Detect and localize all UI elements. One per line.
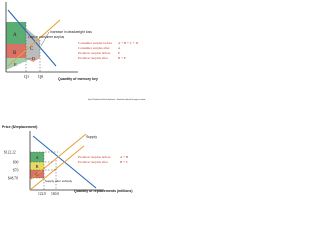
tick-q1: Q1	[24, 74, 30, 79]
bottom-legend-1-value: A + B	[120, 155, 129, 159]
price-tick-2: $90	[13, 160, 19, 165]
price-tick-4: $48.78	[8, 176, 18, 181]
bottom-x-label: Quantity of replacements (millions)	[74, 189, 133, 193]
bottom-panel	[2, 125, 133, 196]
bottom-legend	[78, 155, 129, 164]
bottom-legend-1-label: Producer surplus before	[78, 155, 111, 159]
top-panel	[6, 2, 139, 81]
figure-caption: Figure 6.1 A Subsidy in the Market for Replacements ... Remarked the subsidy shifts the supply curve outward...	[88, 99, 188, 101]
supply-after-label: Supply after subsidy	[45, 179, 73, 183]
price-tick-1: $122.22	[4, 150, 16, 155]
top-legend-4-label: Producer surplus after	[78, 56, 108, 60]
top-legend-2-value: A	[118, 46, 121, 50]
supply-label: Supply	[86, 135, 97, 139]
increase-dwl-line: Increase in deadweight loss	[50, 30, 92, 34]
bottom-label-a: A	[35, 155, 39, 160]
top-legend-1-value: A + B + C + D	[118, 41, 139, 45]
top-legend-1-label: Consumer surplus before	[78, 41, 113, 45]
increase-dwl-label	[50, 30, 92, 34]
label-b: B	[13, 51, 17, 56]
area-c	[26, 28, 40, 58]
top-x-label: Quantity of memory key	[58, 77, 98, 81]
bottom-label-b: B	[35, 164, 39, 169]
price-tick-3: $70	[13, 168, 19, 173]
qty-tick-2: 160.0	[51, 192, 60, 196]
top-legend-3-value: E	[118, 51, 121, 55]
label-c: C	[30, 47, 34, 52]
label-d: D	[32, 56, 35, 61]
figure-page	[0, 0, 188, 198]
figure-svg	[0, 0, 188, 198]
top-legend-4-value: B + E	[118, 56, 126, 60]
bottom-y-label: Price ($/replacement)	[2, 125, 38, 129]
top-legend-2-label: Consumer surplus after	[78, 46, 110, 50]
label-e: E	[14, 62, 17, 67]
bottom-label-c: C	[35, 172, 39, 177]
loss-cs-label: Loss in consumer surplus	[28, 35, 65, 39]
bottom-legend-2-value: B + C	[120, 160, 129, 164]
bottom-legend-2-label: Producer surplus after	[78, 160, 108, 164]
tick-q0: Q0	[38, 74, 44, 79]
qty-tick-1: 122.0	[38, 192, 47, 196]
label-a: A	[13, 33, 17, 38]
top-legend	[78, 41, 139, 60]
top-legend-3-label: Producer surplus before	[78, 51, 111, 55]
